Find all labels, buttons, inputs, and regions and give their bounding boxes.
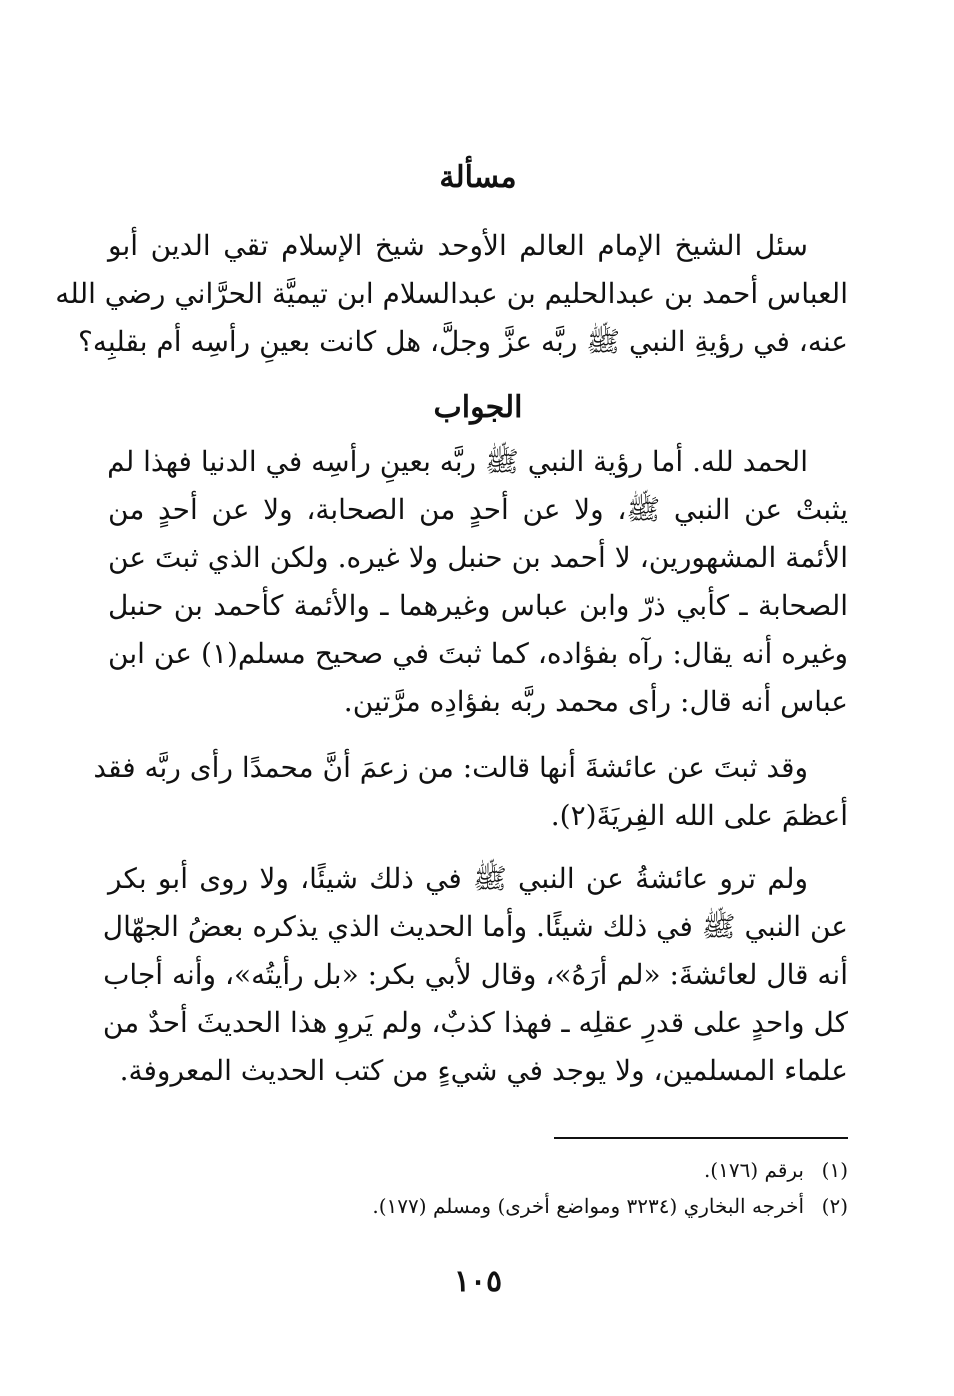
question-title: مسألة: [439, 160, 517, 195]
text-line: ولم ترو عائشةُ عن النبي ﷺ في ذلك شيئًا، ولا روى أبو بكر: [108, 862, 808, 895]
page-number: ١٠٥: [453, 1264, 503, 1299]
text-line: الحمد لله. أما رؤية النبي ﷺ ربَّه بعينِ رأسِه في الدنيا فهذا لم: [107, 445, 808, 478]
footnote-text: أخرجه البخاري (٣٢٣٤ ومواضع أخرى) ومسلم (١٧٧).: [372, 1194, 804, 1218]
text-line: كل واحدٍ على قدرِ عقلِه ـ فهذا كذبٌ، ولم يَروِ هذا الحديثَ أحدٌ من: [102, 1006, 848, 1039]
text-line: وغيره أنه يقال: رآه بفؤاده، كما ثبتَ في صحيح مسلم(١) عن ابن: [108, 637, 849, 670]
footnote-divider: [554, 1137, 848, 1139]
text-line: علماء المسلمين، ولا يوجد في شيءٍ من كتب الحديث المعروفة.: [119, 1054, 848, 1087]
footnote-item: [108, 1188, 848, 1224]
footnote-number: (١): [821, 1158, 848, 1182]
text-line: وقد ثبتَ عن عائشةَ أنها قالت: من زعمَ أنَّ محمدًا رأى ربَّه فقد: [93, 751, 808, 784]
answer-paragraph: [93, 744, 848, 840]
text-line: الصحابة ـ كأبي ذرّ وابن عباس وغيرهما ـ والأئمة كأحمد بن حنبل: [108, 589, 848, 622]
footnotes: [108, 1152, 848, 1224]
text-line: عن النبي ﷺ في ذلك شيئًا. وأما الحديث الذي يذكره بعضُ الجهّال: [102, 910, 848, 943]
text-line: يثبتْ عن النبي ﷺ، ولا عن أحدٍ من الصحابة، ولا عن أحدٍ من: [108, 493, 848, 526]
footnote-text: برقم (١٧٦).: [703, 1158, 804, 1182]
text-line: العباس أحمد بن عبدالحليم بن عبدالسلام ابن تيميَّة الحرَّاني رضي الله: [55, 277, 848, 310]
text-line: الأئمة المشهورين، لا أحمد بن حنبل ولا غيره. ولكن الذي ثبتَ عن: [108, 541, 848, 574]
question-paragraph: [55, 222, 848, 366]
text-line: أنه قال لعائشةَ: «لم أرَهُ»، وقال لأبي بكر: «بل رأيتُه»، وأنه أجاب: [103, 958, 848, 991]
footnote-number: (٢): [821, 1194, 848, 1218]
answer-paragraph: [102, 855, 848, 1095]
text-line: عباس أنه قال: رأى محمد ربَّه بفؤادِه مرَّتين.: [343, 685, 848, 718]
text-line: عنه، في رؤيةِ النبي ﷺ ربَّه عزَّ وجلَّ، هل كانت بعينِ رأسِه أم بقلبِه؟: [77, 325, 848, 358]
text-line: سئل الشيخ الإمام العالم الأوحد شيخ الإسلام تقي الدين أبو: [108, 229, 808, 262]
text-line: أعظمَ على الله الفِريَةَ(٢).: [550, 799, 848, 832]
answer-title: الجواب: [433, 390, 523, 425]
footnote-item: [108, 1152, 848, 1188]
answer-paragraph: [108, 438, 848, 726]
